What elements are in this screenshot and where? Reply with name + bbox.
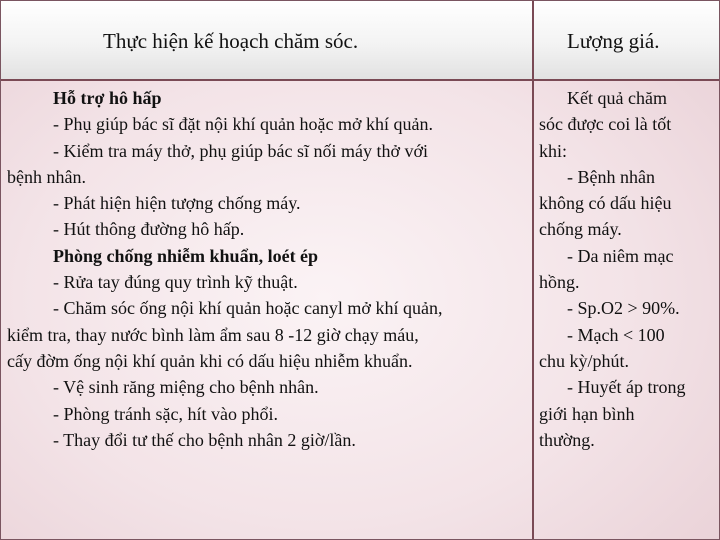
list-item-continuation: bệnh nhân. bbox=[7, 166, 86, 187]
section-heading: Hỗ trợ hô hấp bbox=[53, 88, 162, 108]
evaluation-line: hồng. bbox=[539, 272, 580, 293]
evaluation-line: Kết quả chăm bbox=[567, 88, 667, 108]
evaluation-line: chu kỳ/phút. bbox=[539, 350, 629, 371]
evaluation-column bbox=[539, 85, 715, 453]
list-item: - Vệ sinh răng miệng cho bệnh nhân. bbox=[53, 377, 319, 398]
evaluation-line: chống máy. bbox=[539, 219, 622, 240]
implementation-column bbox=[7, 85, 527, 453]
header-right-title: Lượng giá. bbox=[567, 29, 660, 53]
column-divider bbox=[532, 1, 534, 539]
evaluation-line: sóc được coi là tốt bbox=[539, 114, 672, 135]
evaluation-line: giới hạn bình bbox=[539, 403, 635, 424]
list-item: - Thay đổi tư thế cho bệnh nhân 2 giờ/lần. bbox=[53, 429, 356, 450]
evaluation-line: - Mạch < 100 bbox=[567, 324, 665, 345]
section-heading: Phòng chống nhiễm khuẩn, loét ép bbox=[53, 245, 319, 266]
list-item: - Chăm sóc ống nội khí quản hoặc canyl mở khí quản, bbox=[53, 298, 443, 319]
evaluation-line: khi: bbox=[539, 140, 568, 161]
evaluation-line: - Huyết áp trong bbox=[567, 377, 686, 398]
table-header bbox=[1, 1, 719, 81]
evaluation-line: thường. bbox=[539, 429, 595, 450]
list-item-continuation: cấy đờm ống nội khí quản khi có dấu hiệu nhiễm khuẩn. bbox=[7, 350, 413, 371]
list-item-continuation: kiểm tra, thay nước bình làm ẩm sau 8 -12 giờ chạy máu, bbox=[7, 324, 419, 345]
list-item: - Kiểm tra máy thở, phụ giúp bác sĩ nối máy thở với bbox=[53, 140, 428, 161]
evaluation-line: - Da niêm mạc bbox=[567, 245, 674, 266]
evaluation-line: không có dấu hiệu bbox=[539, 193, 672, 214]
list-item: - Phòng tránh sặc, hít vào phổi. bbox=[53, 403, 278, 424]
list-item: - Hút thông đường hô hấp. bbox=[53, 219, 245, 240]
evaluation-line: - Bệnh nhân bbox=[567, 166, 655, 187]
list-item: - Phát hiện hiện tượng chống máy. bbox=[53, 193, 301, 214]
list-item: - Rửa tay đúng quy trình kỹ thuật. bbox=[53, 272, 298, 293]
header-left-title: Thực hiện kế hoạch chăm sóc. bbox=[103, 29, 359, 53]
list-item: - Phụ giúp bác sĩ đặt nội khí quản hoặc mở khí quản. bbox=[53, 114, 433, 135]
evaluation-line: - Sp.O2 > 90%. bbox=[567, 298, 680, 319]
